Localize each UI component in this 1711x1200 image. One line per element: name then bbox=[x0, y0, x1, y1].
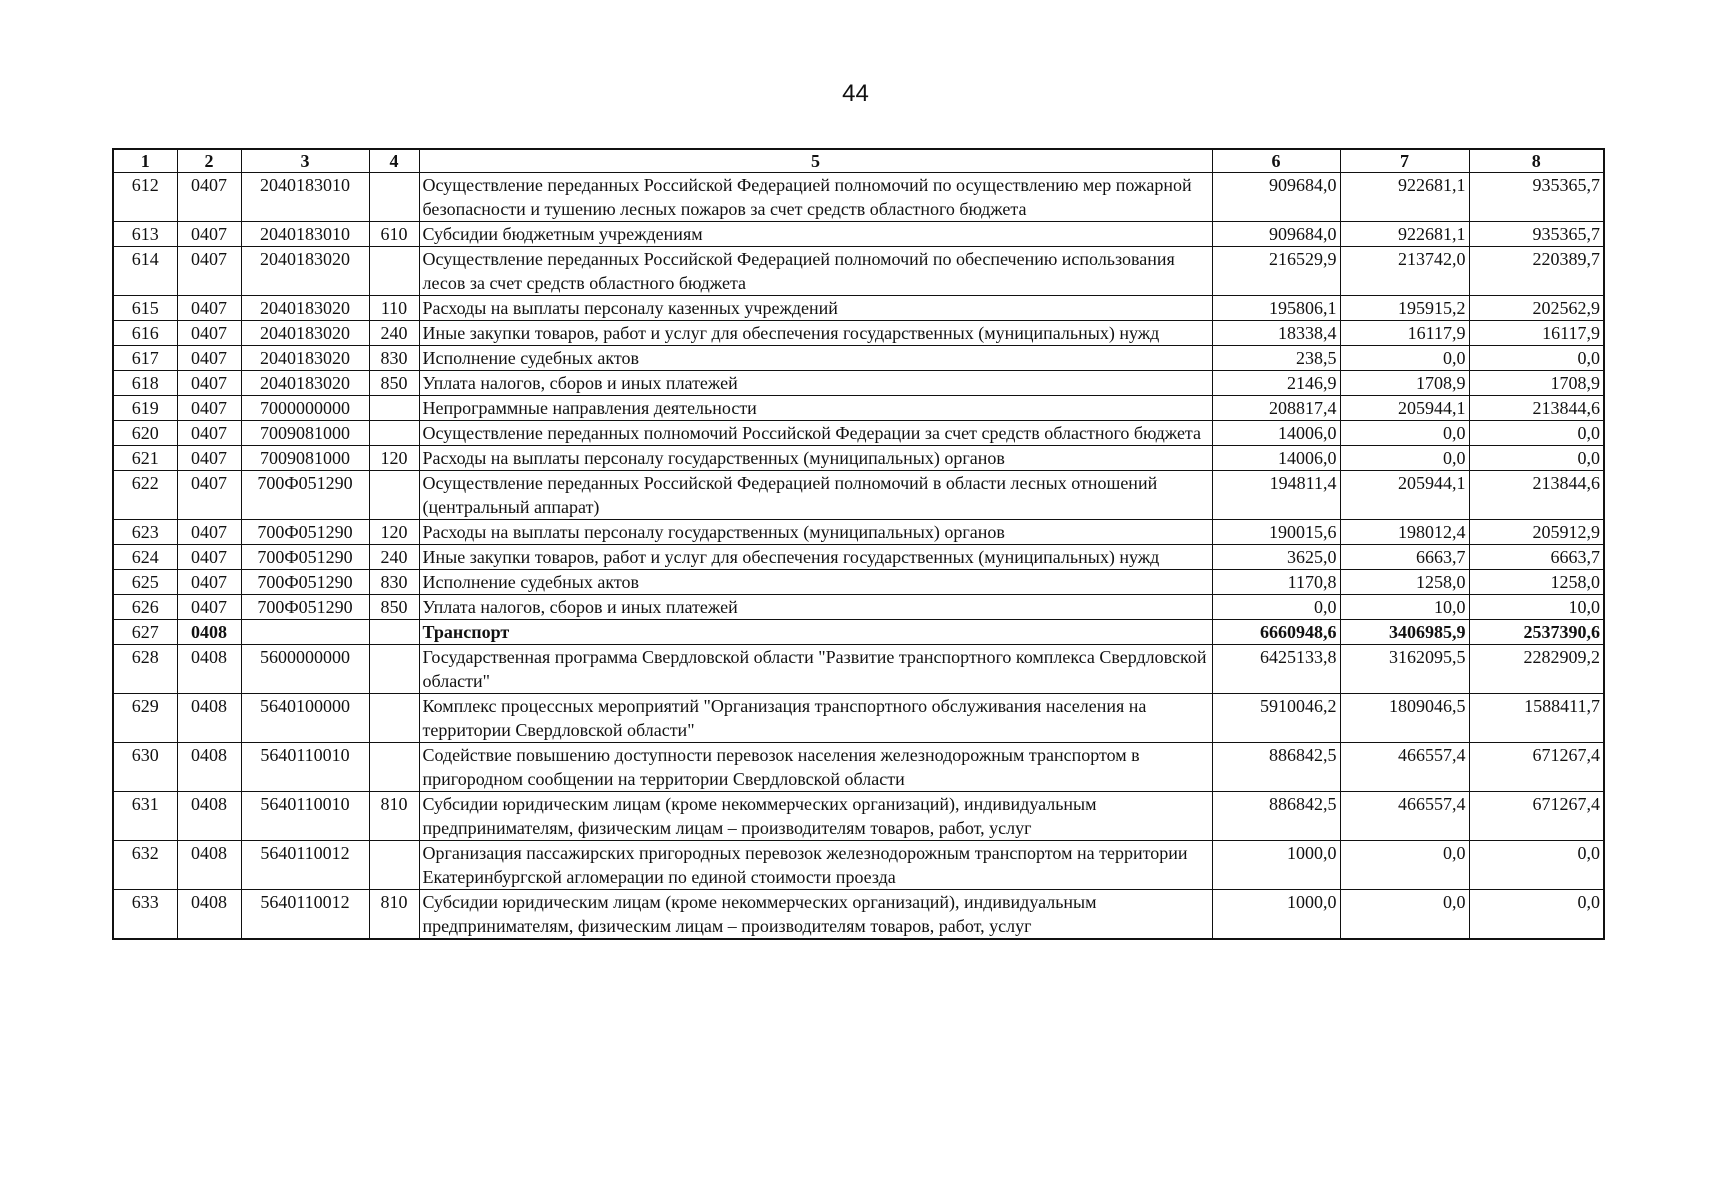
table-row bbox=[113, 694, 1604, 743]
amount-2-cell: 1809046,5 bbox=[1340, 694, 1469, 743]
amount-3-cell: 1708,9 bbox=[1469, 371, 1604, 396]
amount-1-cell: 1000,0 bbox=[1212, 841, 1340, 890]
amount-1-cell: 909684,0 bbox=[1212, 222, 1340, 247]
table-row bbox=[113, 296, 1604, 321]
row-number-cell: 620 bbox=[113, 421, 177, 446]
column-header-amount-3: 8 bbox=[1469, 149, 1604, 173]
item-name-cell: Содействие повышению доступности перевозок населения железнодорожным транспортом в пригородном сообщении на территории Свердловской области bbox=[419, 743, 1212, 792]
table-row bbox=[113, 645, 1604, 694]
row-number-cell: 617 bbox=[113, 346, 177, 371]
section-code-cell: 0407 bbox=[177, 321, 241, 346]
item-name-cell: Организация пассажирских пригородных перевозок железнодорожным транспортом на территории Екатеринбургской агломерации по единой стоимости проезда bbox=[419, 841, 1212, 890]
table-row bbox=[113, 446, 1604, 471]
row-number-cell: 622 bbox=[113, 471, 177, 520]
section-code-cell: 0407 bbox=[177, 545, 241, 570]
table-row bbox=[113, 570, 1604, 595]
expense-type-cell bbox=[369, 743, 419, 792]
section-code-cell: 0408 bbox=[177, 841, 241, 890]
row-number-cell: 629 bbox=[113, 694, 177, 743]
item-name-cell: Транспорт bbox=[419, 620, 1212, 645]
amount-1-cell: 14006,0 bbox=[1212, 421, 1340, 446]
amount-1-cell: 1170,8 bbox=[1212, 570, 1340, 595]
row-number-cell: 630 bbox=[113, 743, 177, 792]
amount-3-cell: 671267,4 bbox=[1469, 792, 1604, 841]
target-code-cell: 7009081000 bbox=[241, 421, 369, 446]
section-code-cell: 0407 bbox=[177, 570, 241, 595]
section-code-cell: 0408 bbox=[177, 743, 241, 792]
amount-1-cell: 238,5 bbox=[1212, 346, 1340, 371]
target-code-cell: 5640100000 bbox=[241, 694, 369, 743]
page-number: 44 bbox=[842, 80, 869, 107]
amount-2-cell: 0,0 bbox=[1340, 841, 1469, 890]
column-header-target-code: 3 bbox=[241, 149, 369, 173]
amount-1-cell: 216529,9 bbox=[1212, 247, 1340, 296]
table-row bbox=[113, 396, 1604, 421]
amount-3-cell: 205912,9 bbox=[1469, 520, 1604, 545]
amount-3-cell: 6663,7 bbox=[1469, 545, 1604, 570]
amount-2-cell: 205944,1 bbox=[1340, 396, 1469, 421]
amount-1-cell: 2146,9 bbox=[1212, 371, 1340, 396]
expense-type-cell bbox=[369, 841, 419, 890]
item-name-cell: Уплата налогов, сборов и иных платежей bbox=[419, 371, 1212, 396]
amount-2-cell: 0,0 bbox=[1340, 446, 1469, 471]
row-number-cell: 627 bbox=[113, 620, 177, 645]
amount-2-cell: 195915,2 bbox=[1340, 296, 1469, 321]
table-row bbox=[113, 890, 1604, 940]
target-code-cell: 700Ф051290 bbox=[241, 471, 369, 520]
amount-3-cell: 935365,7 bbox=[1469, 222, 1604, 247]
amount-1-cell: 18338,4 bbox=[1212, 321, 1340, 346]
item-name-cell: Исполнение судебных актов bbox=[419, 346, 1212, 371]
expense-type-cell: 120 bbox=[369, 520, 419, 545]
amount-3-cell: 220389,7 bbox=[1469, 247, 1604, 296]
section-code-cell: 0407 bbox=[177, 520, 241, 545]
target-code-cell: 5600000000 bbox=[241, 645, 369, 694]
amount-1-cell: 6425133,8 bbox=[1212, 645, 1340, 694]
table-row bbox=[113, 346, 1604, 371]
amount-2-cell: 0,0 bbox=[1340, 346, 1469, 371]
target-code-cell: 5640110012 bbox=[241, 890, 369, 940]
target-code-cell: 700Ф051290 bbox=[241, 520, 369, 545]
item-name-cell: Расходы на выплаты персоналу государственных (муниципальных) органов bbox=[419, 446, 1212, 471]
amount-2-cell: 0,0 bbox=[1340, 890, 1469, 940]
amount-2-cell: 922681,1 bbox=[1340, 222, 1469, 247]
table-row bbox=[113, 247, 1604, 296]
section-code-cell: 0408 bbox=[177, 694, 241, 743]
row-number-cell: 624 bbox=[113, 545, 177, 570]
amount-1-cell: 1000,0 bbox=[1212, 890, 1340, 940]
amount-2-cell: 466557,4 bbox=[1340, 792, 1469, 841]
table-row bbox=[113, 173, 1604, 222]
amount-2-cell: 198012,4 bbox=[1340, 520, 1469, 545]
expense-type-cell bbox=[369, 173, 419, 222]
amount-3-cell: 0,0 bbox=[1469, 421, 1604, 446]
expense-type-cell bbox=[369, 471, 419, 520]
target-code-cell: 2040183020 bbox=[241, 321, 369, 346]
expense-type-cell: 240 bbox=[369, 545, 419, 570]
row-number-cell: 633 bbox=[113, 890, 177, 940]
amount-3-cell: 935365,7 bbox=[1469, 173, 1604, 222]
target-code-cell: 2040183010 bbox=[241, 222, 369, 247]
target-code-cell: 7000000000 bbox=[241, 396, 369, 421]
amount-3-cell: 213844,6 bbox=[1469, 396, 1604, 421]
item-name-cell: Субсидии бюджетным учреждениям bbox=[419, 222, 1212, 247]
row-number-cell: 623 bbox=[113, 520, 177, 545]
row-number-cell: 616 bbox=[113, 321, 177, 346]
expense-type-cell: 830 bbox=[369, 570, 419, 595]
amount-3-cell: 0,0 bbox=[1469, 446, 1604, 471]
amount-1-cell: 208817,4 bbox=[1212, 396, 1340, 421]
amount-2-cell: 213742,0 bbox=[1340, 247, 1469, 296]
amount-1-cell: 886842,5 bbox=[1212, 743, 1340, 792]
section-code-cell: 0407 bbox=[177, 173, 241, 222]
row-number-cell: 632 bbox=[113, 841, 177, 890]
amount-1-cell: 194811,4 bbox=[1212, 471, 1340, 520]
row-number-cell: 615 bbox=[113, 296, 177, 321]
target-code-cell: 2040183020 bbox=[241, 247, 369, 296]
column-header-amount-2: 7 bbox=[1340, 149, 1469, 173]
amount-2-cell: 10,0 bbox=[1340, 595, 1469, 620]
amount-3-cell: 2282909,2 bbox=[1469, 645, 1604, 694]
target-code-cell: 2040183020 bbox=[241, 346, 369, 371]
row-number-cell: 621 bbox=[113, 446, 177, 471]
amount-1-cell: 6660948,6 bbox=[1212, 620, 1340, 645]
row-number-cell: 626 bbox=[113, 595, 177, 620]
amount-1-cell: 5910046,2 bbox=[1212, 694, 1340, 743]
target-code-cell: 5640110010 bbox=[241, 743, 369, 792]
item-name-cell: Расходы на выплаты персоналу государственных (муниципальных) органов bbox=[419, 520, 1212, 545]
item-name-cell: Осуществление переданных Российской Федерацией полномочий по обеспечению использования лесов за счет средств областного бюджета bbox=[419, 247, 1212, 296]
amount-3-cell: 0,0 bbox=[1469, 841, 1604, 890]
expense-type-cell: 850 bbox=[369, 595, 419, 620]
row-number-cell: 619 bbox=[113, 396, 177, 421]
amount-3-cell: 1258,0 bbox=[1469, 570, 1604, 595]
amount-1-cell: 195806,1 bbox=[1212, 296, 1340, 321]
table-row bbox=[113, 545, 1604, 570]
amount-2-cell: 3162095,5 bbox=[1340, 645, 1469, 694]
row-number-cell: 612 bbox=[113, 173, 177, 222]
row-number-cell: 613 bbox=[113, 222, 177, 247]
row-number-cell: 618 bbox=[113, 371, 177, 396]
item-name-cell: Исполнение судебных актов bbox=[419, 570, 1212, 595]
section-code-cell: 0407 bbox=[177, 371, 241, 396]
item-name-cell: Осуществление переданных Российской Федерацией полномочий в области лесных отношений (центральный аппарат) bbox=[419, 471, 1212, 520]
target-code-cell: 700Ф051290 bbox=[241, 570, 369, 595]
target-code-cell: 5640110012 bbox=[241, 841, 369, 890]
expense-type-cell: 850 bbox=[369, 371, 419, 396]
section-code-cell: 0407 bbox=[177, 595, 241, 620]
amount-3-cell: 0,0 bbox=[1469, 890, 1604, 940]
amount-2-cell: 3406985,9 bbox=[1340, 620, 1469, 645]
section-code-cell: 0407 bbox=[177, 471, 241, 520]
amount-3-cell: 10,0 bbox=[1469, 595, 1604, 620]
amount-3-cell: 16117,9 bbox=[1469, 321, 1604, 346]
item-name-cell: Субсидии юридическим лицам (кроме некоммерческих организаций), индивидуальным предпринимателям, физическим лицам – производителям товаров, работ, услуг bbox=[419, 792, 1212, 841]
section-code-cell: 0407 bbox=[177, 396, 241, 421]
target-code-cell: 7009081000 bbox=[241, 446, 369, 471]
amount-1-cell: 190015,6 bbox=[1212, 520, 1340, 545]
expense-type-cell bbox=[369, 620, 419, 645]
amount-2-cell: 0,0 bbox=[1340, 421, 1469, 446]
expense-type-cell: 810 bbox=[369, 890, 419, 940]
amount-2-cell: 466557,4 bbox=[1340, 743, 1469, 792]
expense-type-cell bbox=[369, 247, 419, 296]
section-code-cell: 0408 bbox=[177, 620, 241, 645]
table-row bbox=[113, 371, 1604, 396]
section-code-cell: 0408 bbox=[177, 890, 241, 940]
table-row bbox=[113, 421, 1604, 446]
amount-1-cell: 3625,0 bbox=[1212, 545, 1340, 570]
amount-3-cell: 671267,4 bbox=[1469, 743, 1604, 792]
expense-type-cell: 610 bbox=[369, 222, 419, 247]
amount-1-cell: 0,0 bbox=[1212, 595, 1340, 620]
amount-3-cell: 2537390,6 bbox=[1469, 620, 1604, 645]
amount-3-cell: 213844,6 bbox=[1469, 471, 1604, 520]
amount-1-cell: 886842,5 bbox=[1212, 792, 1340, 841]
target-code-cell: 5640110010 bbox=[241, 792, 369, 841]
column-header-expense-type: 4 bbox=[369, 149, 419, 173]
amount-3-cell: 0,0 bbox=[1469, 346, 1604, 371]
section-code-cell: 0408 bbox=[177, 645, 241, 694]
column-header-name: 5 bbox=[419, 149, 1212, 173]
amount-2-cell: 1708,9 bbox=[1340, 371, 1469, 396]
amount-2-cell: 1258,0 bbox=[1340, 570, 1469, 595]
expense-type-cell bbox=[369, 694, 419, 743]
item-name-cell: Комплекс процессных мероприятий "Организация транспортного обслуживания населения на территории Свердловской области" bbox=[419, 694, 1212, 743]
amount-2-cell: 6663,7 bbox=[1340, 545, 1469, 570]
table-row bbox=[113, 321, 1604, 346]
expense-type-cell: 810 bbox=[369, 792, 419, 841]
item-name-cell: Расходы на выплаты персоналу казенных учреждений bbox=[419, 296, 1212, 321]
table-row bbox=[113, 792, 1604, 841]
table-row bbox=[113, 841, 1604, 890]
column-header-section: 2 bbox=[177, 149, 241, 173]
amount-2-cell: 205944,1 bbox=[1340, 471, 1469, 520]
column-header-amount-1: 6 bbox=[1212, 149, 1340, 173]
table-body bbox=[113, 173, 1604, 940]
section-code-cell: 0407 bbox=[177, 346, 241, 371]
item-name-cell: Субсидии юридическим лицам (кроме некоммерческих организаций), индивидуальным предпринимателям, физическим лицам – производителям товаров, работ, услуг bbox=[419, 890, 1212, 940]
item-name-cell: Государственная программа Свердловской области "Развитие транспортного комплекса Свердловской области" bbox=[419, 645, 1212, 694]
expense-type-cell: 240 bbox=[369, 321, 419, 346]
expense-type-cell: 120 bbox=[369, 446, 419, 471]
header-row bbox=[113, 149, 1604, 173]
section-code-cell: 0407 bbox=[177, 421, 241, 446]
row-number-cell: 631 bbox=[113, 792, 177, 841]
target-code-cell: 2040183020 bbox=[241, 371, 369, 396]
table-row bbox=[113, 471, 1604, 520]
amount-2-cell: 922681,1 bbox=[1340, 173, 1469, 222]
table-row bbox=[113, 620, 1604, 645]
item-name-cell: Осуществление переданных Российской Федерацией полномочий по осуществлению мер пожарной безопасности и тушению лесных пожаров за счет средств областного бюджета bbox=[419, 173, 1212, 222]
expense-type-cell bbox=[369, 645, 419, 694]
expense-type-cell: 830 bbox=[369, 346, 419, 371]
amount-2-cell: 16117,9 bbox=[1340, 321, 1469, 346]
target-code-cell: 700Ф051290 bbox=[241, 595, 369, 620]
target-code-cell: 700Ф051290 bbox=[241, 545, 369, 570]
item-name-cell: Непрограммные направления деятельности bbox=[419, 396, 1212, 421]
amount-1-cell: 14006,0 bbox=[1212, 446, 1340, 471]
target-code-cell: 2040183020 bbox=[241, 296, 369, 321]
item-name-cell: Осуществление переданных полномочий Российской Федерации за счет средств областного бюджета bbox=[419, 421, 1212, 446]
amount-3-cell: 1588411,7 bbox=[1469, 694, 1604, 743]
table-row bbox=[113, 222, 1604, 247]
item-name-cell: Иные закупки товаров, работ и услуг для обеспечения государственных (муниципальных) нужд bbox=[419, 321, 1212, 346]
table-row bbox=[113, 520, 1604, 545]
amount-1-cell: 909684,0 bbox=[1212, 173, 1340, 222]
column-header-row-number: 1 bbox=[113, 149, 177, 173]
item-name-cell: Иные закупки товаров, работ и услуг для обеспечения государственных (муниципальных) нужд bbox=[419, 545, 1212, 570]
budget-table bbox=[112, 148, 1605, 940]
section-code-cell: 0407 bbox=[177, 446, 241, 471]
table-row bbox=[113, 743, 1604, 792]
row-number-cell: 614 bbox=[113, 247, 177, 296]
expense-type-cell: 110 bbox=[369, 296, 419, 321]
target-code-cell: 2040183010 bbox=[241, 173, 369, 222]
row-number-cell: 625 bbox=[113, 570, 177, 595]
section-code-cell: 0407 bbox=[177, 222, 241, 247]
expense-type-cell bbox=[369, 421, 419, 446]
section-code-cell: 0407 bbox=[177, 247, 241, 296]
amount-3-cell: 202562,9 bbox=[1469, 296, 1604, 321]
table-row bbox=[113, 595, 1604, 620]
expense-type-cell bbox=[369, 396, 419, 421]
section-code-cell: 0408 bbox=[177, 792, 241, 841]
row-number-cell: 628 bbox=[113, 645, 177, 694]
item-name-cell: Уплата налогов, сборов и иных платежей bbox=[419, 595, 1212, 620]
section-code-cell: 0407 bbox=[177, 296, 241, 321]
target-code-cell bbox=[241, 620, 369, 645]
